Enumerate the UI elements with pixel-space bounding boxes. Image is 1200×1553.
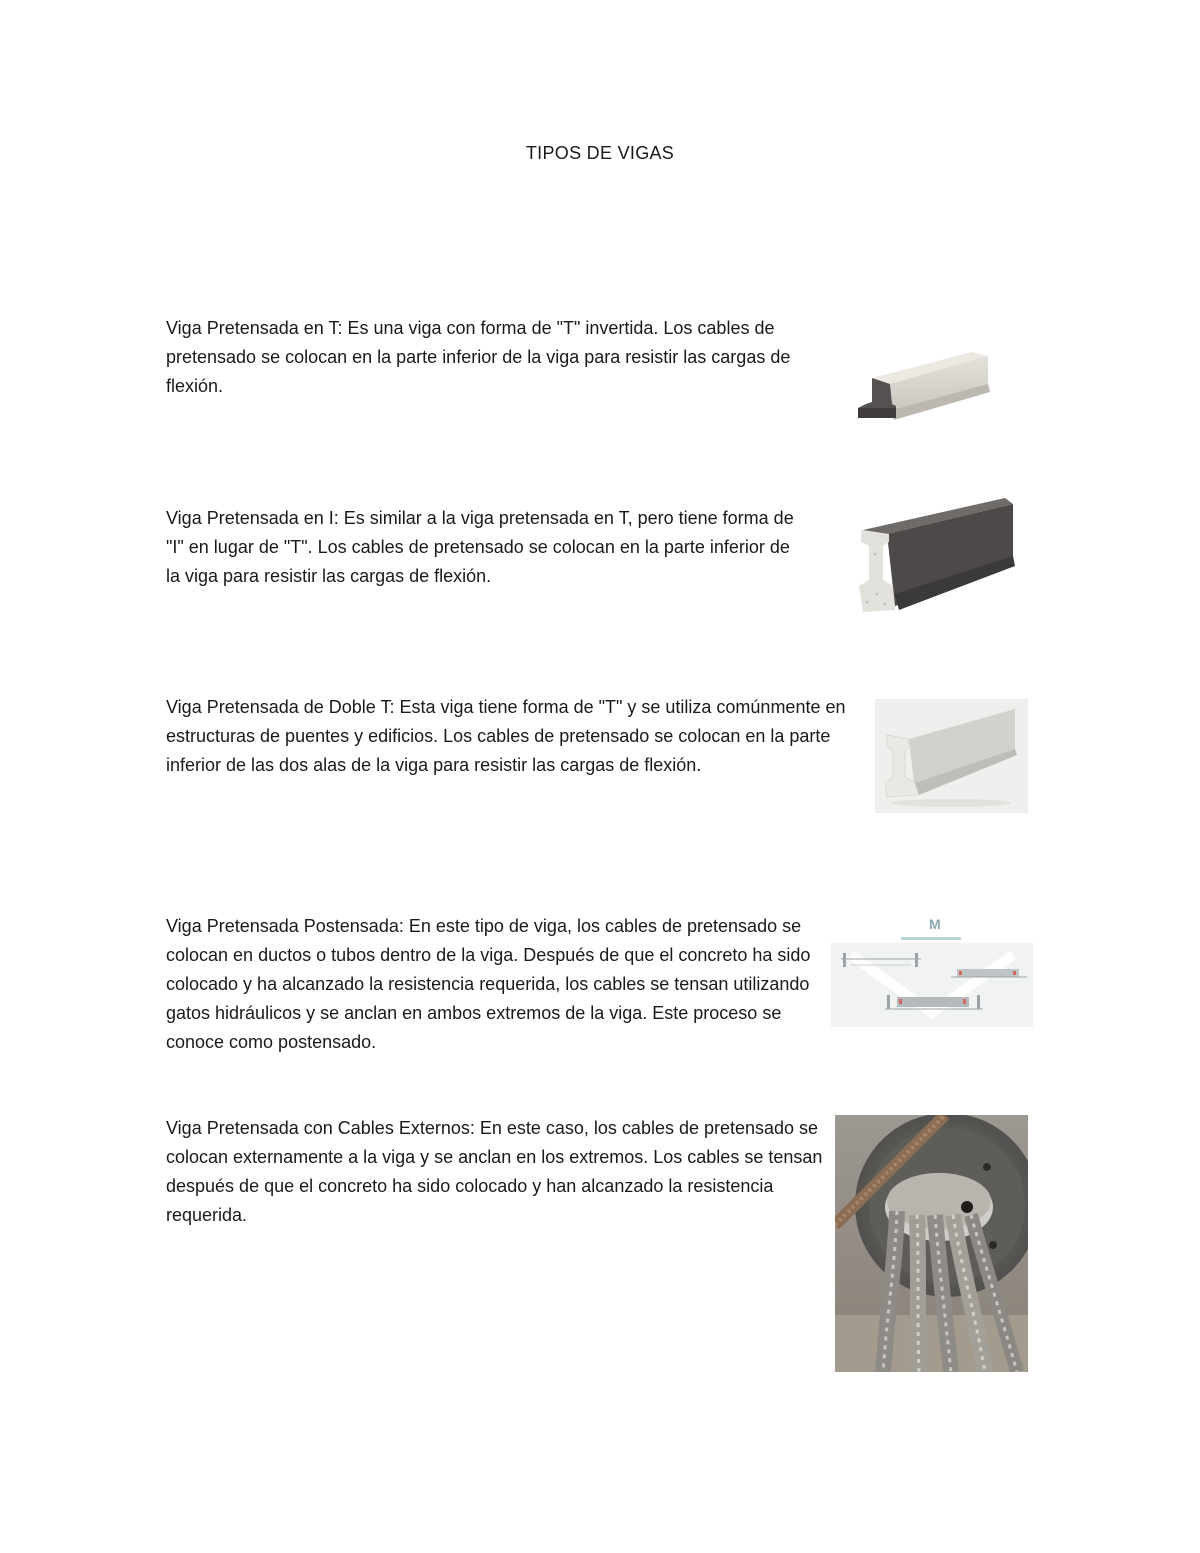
page-title: TIPOS DE VIGAS bbox=[525, 143, 675, 163]
section-3-text: Viga Pretensada de Doble T: Esta viga tiene forma de "T" y se utiliza comúnmente en estructuras de puentes y edificios. Los cables de pretensado se colocan en la parte inferior de las dos alas de la viga para resistir las cargas de flexión. bbox=[166, 697, 846, 775]
section-5-text: Viga Pretensada con Cables Externos: En este caso, los cables de pretensado se colocan externamente a la viga y se anclan en los extremos. Los cables se tensan después de que el concreto ha sido colocado y han alcanzado la resistencia requerida. bbox=[166, 1118, 823, 1225]
i-beam-image bbox=[855, 494, 1017, 619]
section-1-text: Viga Pretensada en T: Es una viga con forma de "T" invertida. Los cables de pretensado se colocan en la parte inferior de la viga para resistir las cargas de flexión. bbox=[166, 318, 791, 396]
svg-text:M: M bbox=[929, 916, 941, 932]
post-tensioning-diagram-image bbox=[831, 909, 1033, 1027]
double-t-beam-image bbox=[875, 699, 1028, 813]
section-4-text: Viga Pretensada Postensada: En este tipo de viga, los cables de pretensado se colocan en ductos o tubos dentro de la viga. Después de que el concreto ha sido colocado y ha alcanzado la resistencia requerida, los cables se tensan utilizando gatos hidráulicos y se anclan en ambos extremos de la viga. Este proceso se conoce como postensado. bbox=[166, 916, 811, 1052]
cable-anchor-photo-image bbox=[835, 1115, 1028, 1372]
t-beam-image bbox=[852, 330, 994, 445]
section-2-text: Viga Pretensada en I: Es similar a la viga pretensada en T, pero tiene forma de "I" en lugar de "T". Los cables de pretensado se colocan en la parte inferior de la viga para resistir las cargas de flexión. bbox=[166, 508, 794, 586]
